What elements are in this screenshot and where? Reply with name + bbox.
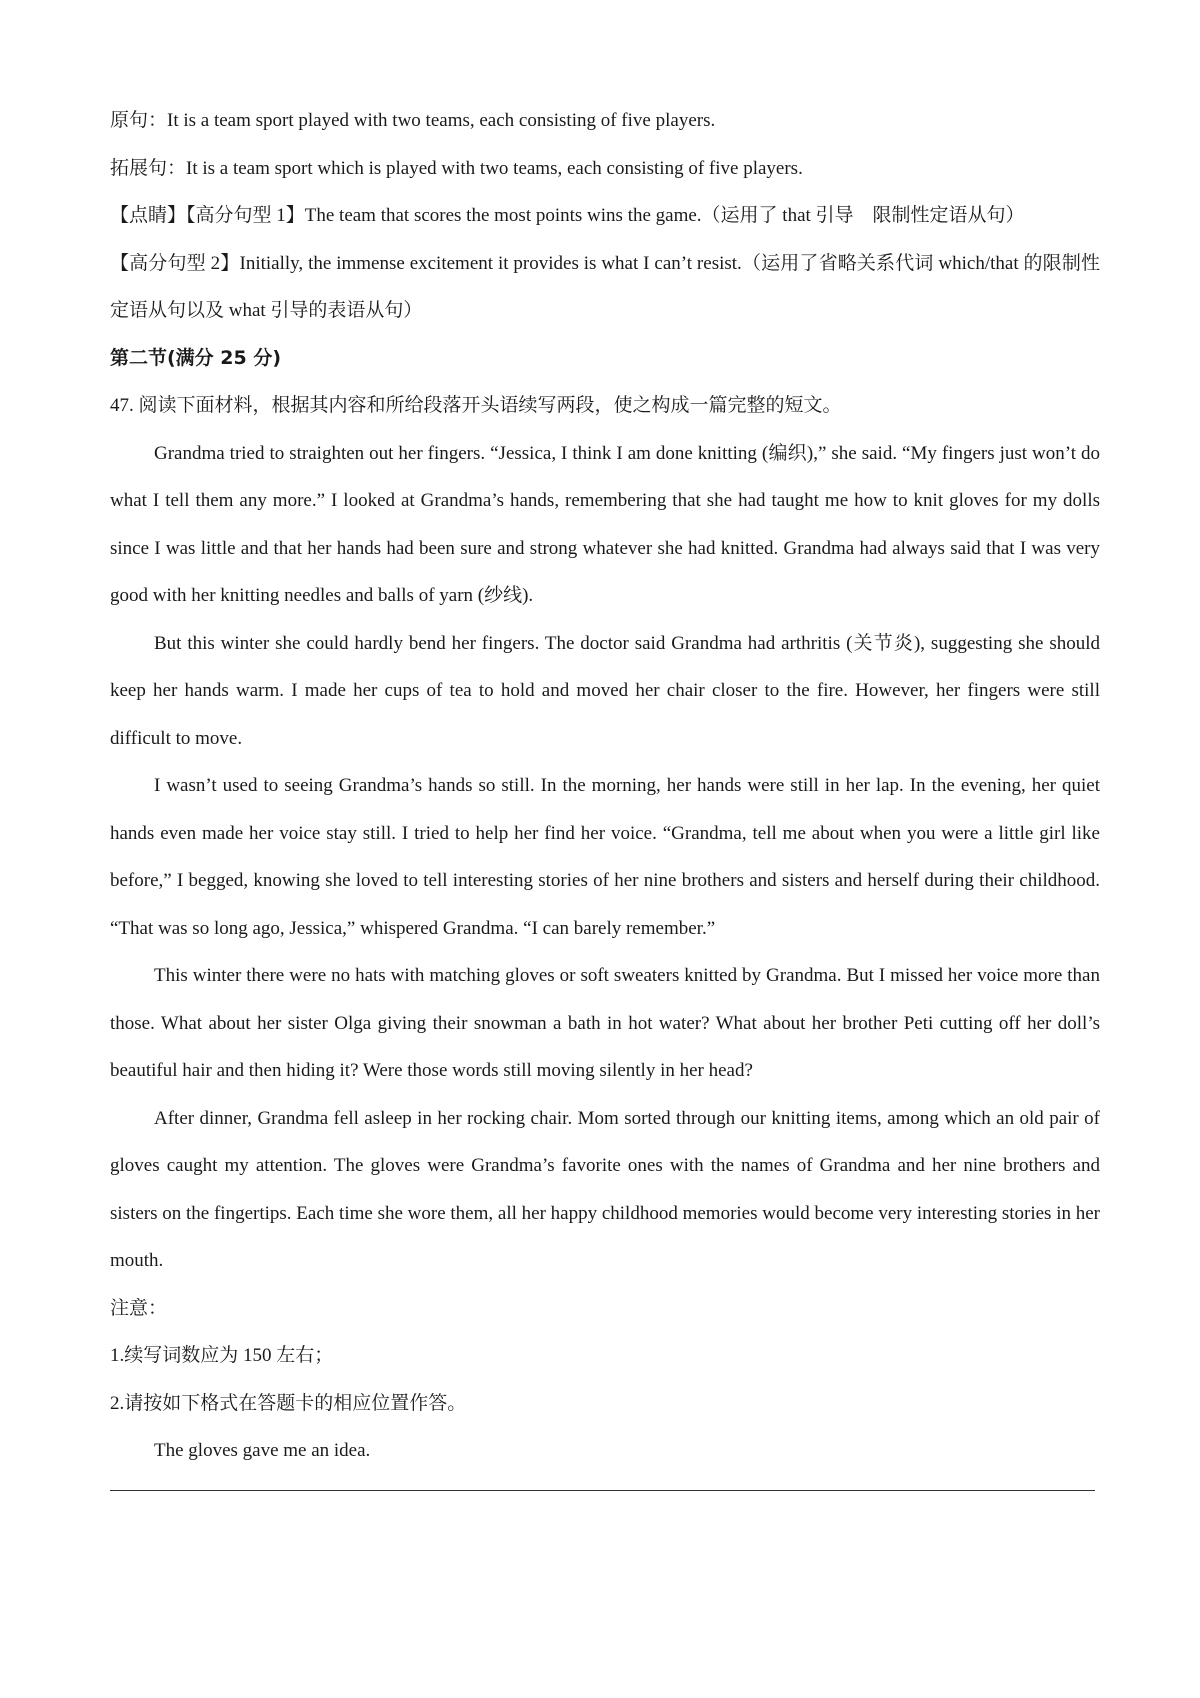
notes-label: 注意： — [110, 1297, 168, 1319]
passage-paragraph: Grandma tried to straighten out her fingers. “Jessica, I think I am done knitting (编织),” she said. “My fingers just won’t do what I tell them any more.” I looked at Grandma’s hands, remembering that she had taught me how to knit gloves for my dolls since I was little and that her hands had been sure and strong whatever she had knitted. Grandma had always said that I was very good with her knitting needles and balls of yarn (纱线). — [110, 442, 1100, 606]
highlight-sentence-pattern-1: 【点睛】【高分句型 1】The team that scores the most points wins the game.（运用了 that 引导 限制性定语从句） — [110, 205, 1025, 226]
document-page — [110, 97, 1100, 1491]
passage-paragraph: This winter there were no hats with matching gloves or soft sweaters knitted by Grandma. But I missed her voice more than those. What about her sister Olga giving their snowman a bath in hot water? What about her brother Peti cutting off her doll’s beautiful hair and then hiding it? Were those words still moving silently in her head? — [110, 965, 1100, 1081]
note-word-count: 1.续写词数应为 150 左右； — [110, 1345, 334, 1366]
original-sentence: 原句：It is a team sport played with two teams, each consisting of five players. — [110, 110, 716, 131]
question-instruction: 47. 阅读下面材料，根据其内容和所给段落开头语续写两段，使之构成一篇完整的短文。 — [110, 395, 842, 416]
section-heading: 第二节(满分 25 分) — [110, 346, 282, 369]
passage-paragraph: But this winter she could hardly bend her fingers. The doctor said Grandma had arthritis (关节炎), suggesting she should keep her hands warm. I made her cups of tea to hold and moved her chair closer to the fire. However, her fingers were still difficult to move. — [110, 632, 1100, 749]
expanded-sentence: 拓展句：It is a team sport which is played with two teams, each consisting of five players. — [110, 157, 803, 179]
passage-paragraph: After dinner, Grandma fell asleep in her rocking chair. Mom sorted through our knitting items, among which an old pair of gloves caught my attention. The gloves were Grandma’s favorite ones with the names of Grandma and her nine brothers and sisters on the fingertips. Each time she wore them, all her happy childhood memories would become very interesting stories in her mouth. — [110, 1107, 1100, 1271]
highlight-sentence-pattern-2: 【高分句型 2】Initially, the immense excitement it provides is what I can’t resist.（运用了省略关系代词 which/that 的限制性定语从句以及 what 引导的表语从句） — [110, 252, 1100, 321]
note-answer-format: 2.请按如下格式在答题卡的相应位置作答。 — [110, 1392, 467, 1414]
passage-paragraph: I wasn’t used to seeing Grandma’s hands so still. In the morning, her hands were still in her lap. In the evening, her quiet hands even made her voice stay still. I tried to help her find her voice. “Grandma, tell me about when you were a little girl like before,” I begged, knowing she loved to tell interesting stories of her nine brothers and sisters and herself during their childhood. “That was so long ago, Jessica,” whispered Grandma. “I can barely remember.” — [110, 775, 1100, 939]
answer-writing-line — [110, 1489, 1095, 1491]
continuation-opening-sentence: The gloves gave me an idea. — [154, 1440, 371, 1461]
